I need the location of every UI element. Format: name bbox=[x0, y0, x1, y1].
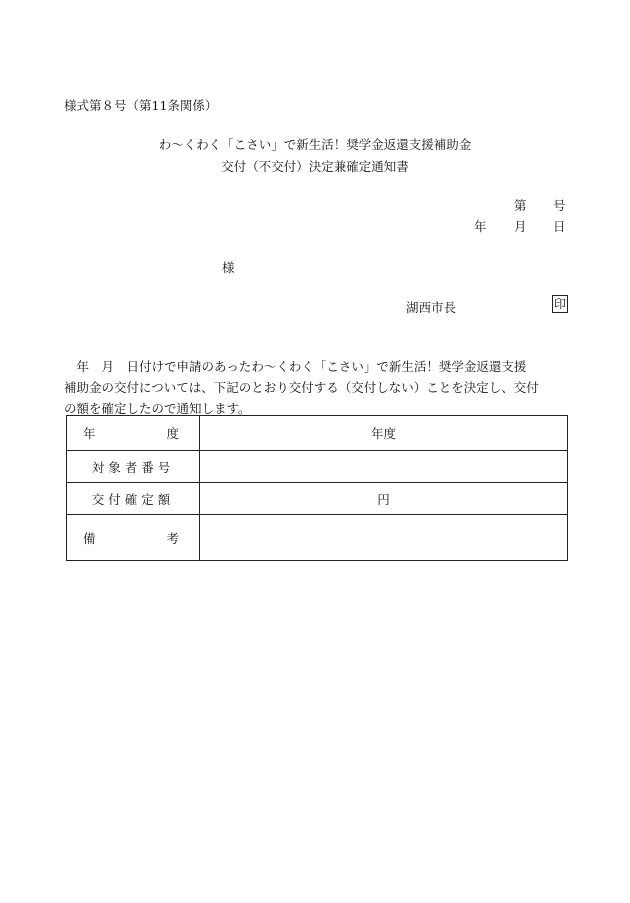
row-value bbox=[200, 451, 568, 483]
document-title-line2: 交付（不交付）決定兼確定通知書 bbox=[221, 159, 409, 174]
row-label bbox=[67, 515, 200, 561]
date-day: 日 bbox=[553, 219, 566, 234]
row-label bbox=[67, 416, 200, 451]
row-label-char: 考 bbox=[166, 530, 179, 546]
row-label-char: 度 bbox=[166, 426, 179, 441]
notice-body bbox=[64, 356, 570, 419]
form-number: 様式第８号（第11条関係） bbox=[64, 98, 218, 113]
addressee-honorific: 様 bbox=[222, 260, 235, 275]
row-label: 交付確定額 bbox=[67, 483, 200, 515]
seal-mark: 印 bbox=[553, 297, 566, 311]
row-value: 年度 bbox=[200, 416, 568, 451]
notice-body-line: の額を確定したので通知します。 bbox=[64, 401, 251, 416]
reference-number-prefix: 第 bbox=[514, 198, 527, 213]
document-title-line1: わ～くわく「こさい」で新生活！奨学金返還支援補助金 bbox=[158, 137, 472, 152]
table-row-target-number bbox=[67, 451, 568, 483]
notice-body-line: 年 月 日付けで申請のあったわ～くわく「こさい」で新生活！奨学金返還支援 bbox=[64, 359, 527, 374]
notice-body-line: 補助金の交付については、下記のとおり交付する（交付しない）ことを決定し、交付 bbox=[64, 380, 539, 395]
table-row-confirmed-amount bbox=[67, 483, 568, 515]
date-year: 年 bbox=[474, 219, 487, 234]
row-label: 対象者番号 bbox=[67, 451, 200, 483]
row-value: 円 bbox=[200, 483, 568, 515]
reference-number-suffix: 号 bbox=[553, 198, 566, 213]
table-row-remarks bbox=[67, 515, 568, 561]
details-table bbox=[66, 415, 568, 561]
row-value bbox=[200, 515, 568, 561]
row-label-char: 年 bbox=[83, 426, 96, 441]
date-month: 月 bbox=[514, 219, 527, 234]
row-label-char: 備 bbox=[83, 530, 96, 546]
table-row-fiscal-year bbox=[67, 416, 568, 451]
issuer-title: 湖西市長 bbox=[406, 300, 457, 315]
